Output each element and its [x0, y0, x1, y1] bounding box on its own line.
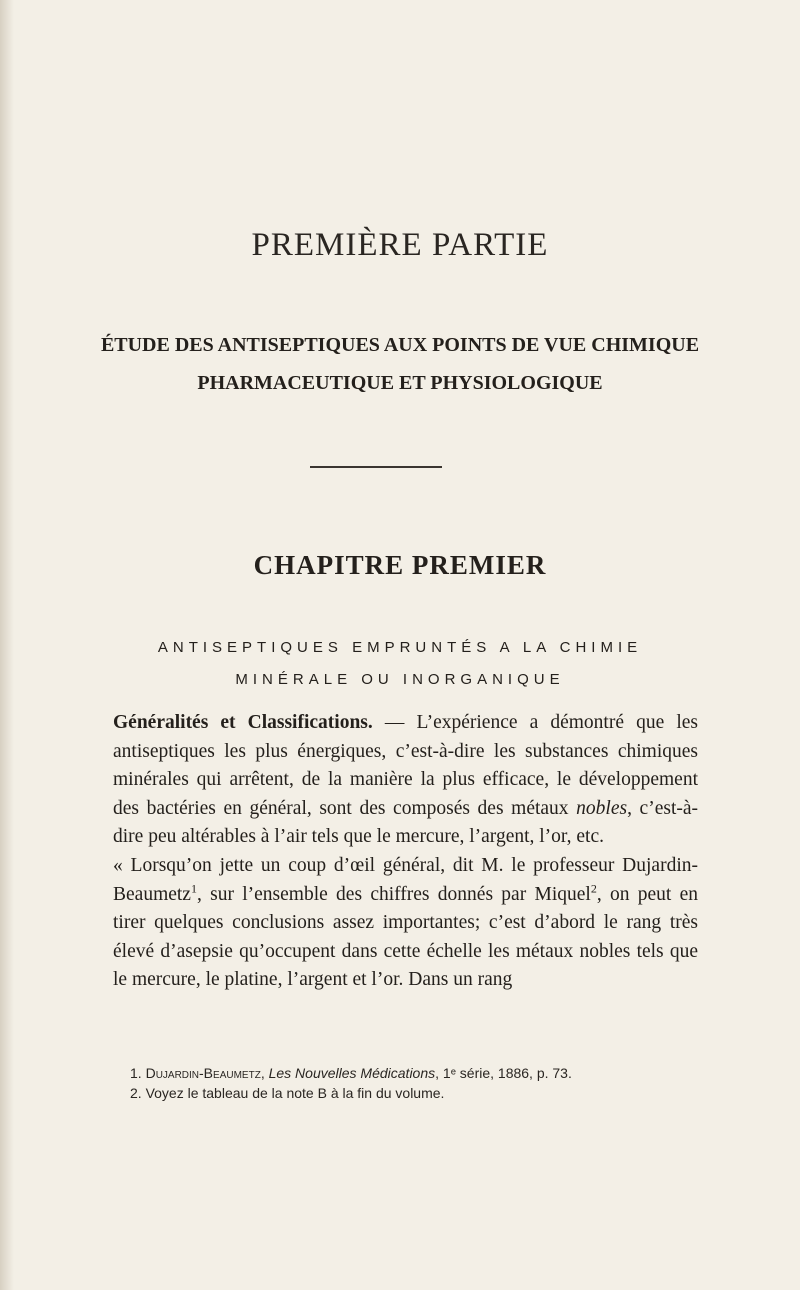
footnote-ref-1: 1: [190, 881, 197, 896]
body-text: [113, 709, 698, 995]
footnote-1-title: Les Nouvelles Médications: [268, 1065, 436, 1081]
section-divider: [310, 466, 442, 468]
paragraph-1-text-b: , c’est-à-dire peu altérables à l’air tels que le mercure, l’argent, l’or, etc.: [113, 797, 699, 848]
footnote-2: 2. Voyez le tableau de la note B à la fin du volume.: [130, 1085, 445, 1101]
chapter-subtitle-line-1: ANTISEPTIQUES EMPRUNTÉS A LA CHIMIE: [157, 639, 643, 656]
chapter-title: CHAPITRE PREMIER: [253, 550, 547, 580]
paragraph-1: [113, 709, 698, 852]
footnote-1: [130, 1063, 710, 1083]
chapter-subtitle: [0, 632, 800, 696]
footnotes: [130, 1063, 710, 1103]
paragraph-2-text-a: « Lorsqu’on jette un coup d’œil général, dit M. le professeur Dujardin-Beaumetz: [113, 854, 698, 905]
chapter-subtitle-line-2: MINÉRALE OU INORGANIQUE: [235, 671, 565, 688]
footnote-1-author: Dujardin-Beaumetz: [145, 1065, 261, 1081]
part-subtitle-line-1: ÉTUDE DES ANTISEPTIQUES AUX POINTS DE VUE CHIMIQUE: [100, 334, 700, 356]
part-subtitle: [0, 326, 800, 402]
footnote-1-rest: , 1ᵉ série, 1886, p. 73.: [435, 1065, 572, 1081]
run-in-heading: Généralités et Classifications.: [113, 712, 373, 733]
paragraph-2-text-c: , on peut en tirer quelques conclusions assez importantes; c’est d’abord le rang très élevé d’asepsie qu’occupent dans cette échelle les métaux nobles tels que le mercure, le platine, l’argent et l’or. Dans un rang: [113, 883, 698, 991]
part-subtitle-line-2: PHARMACEUTIQUE ET PHYSIOLOGIQUE: [197, 372, 603, 394]
paragraph-1-text-a: — L’expérience a démontré que les antiseptiques les plus énergiques, c’est-à-dire les substances chimiques minérales qui arrêtent, de la manière la plus efficace, le développement des bactéries en général, sont des composés des métaux: [113, 712, 698, 819]
paragraph-2-text-b: , sur l’ensemble des chiffres donnés par Miquel: [196, 883, 591, 905]
footnote-ref-2: 2: [590, 881, 597, 896]
part-title: PREMIÈRE PARTIE: [251, 227, 549, 263]
footnote-1-number: 1.: [130, 1065, 146, 1081]
paragraph-2: [113, 852, 698, 995]
emphasis-nobles: nobles: [576, 797, 628, 819]
footnote-1-sep: ,: [260, 1065, 269, 1081]
